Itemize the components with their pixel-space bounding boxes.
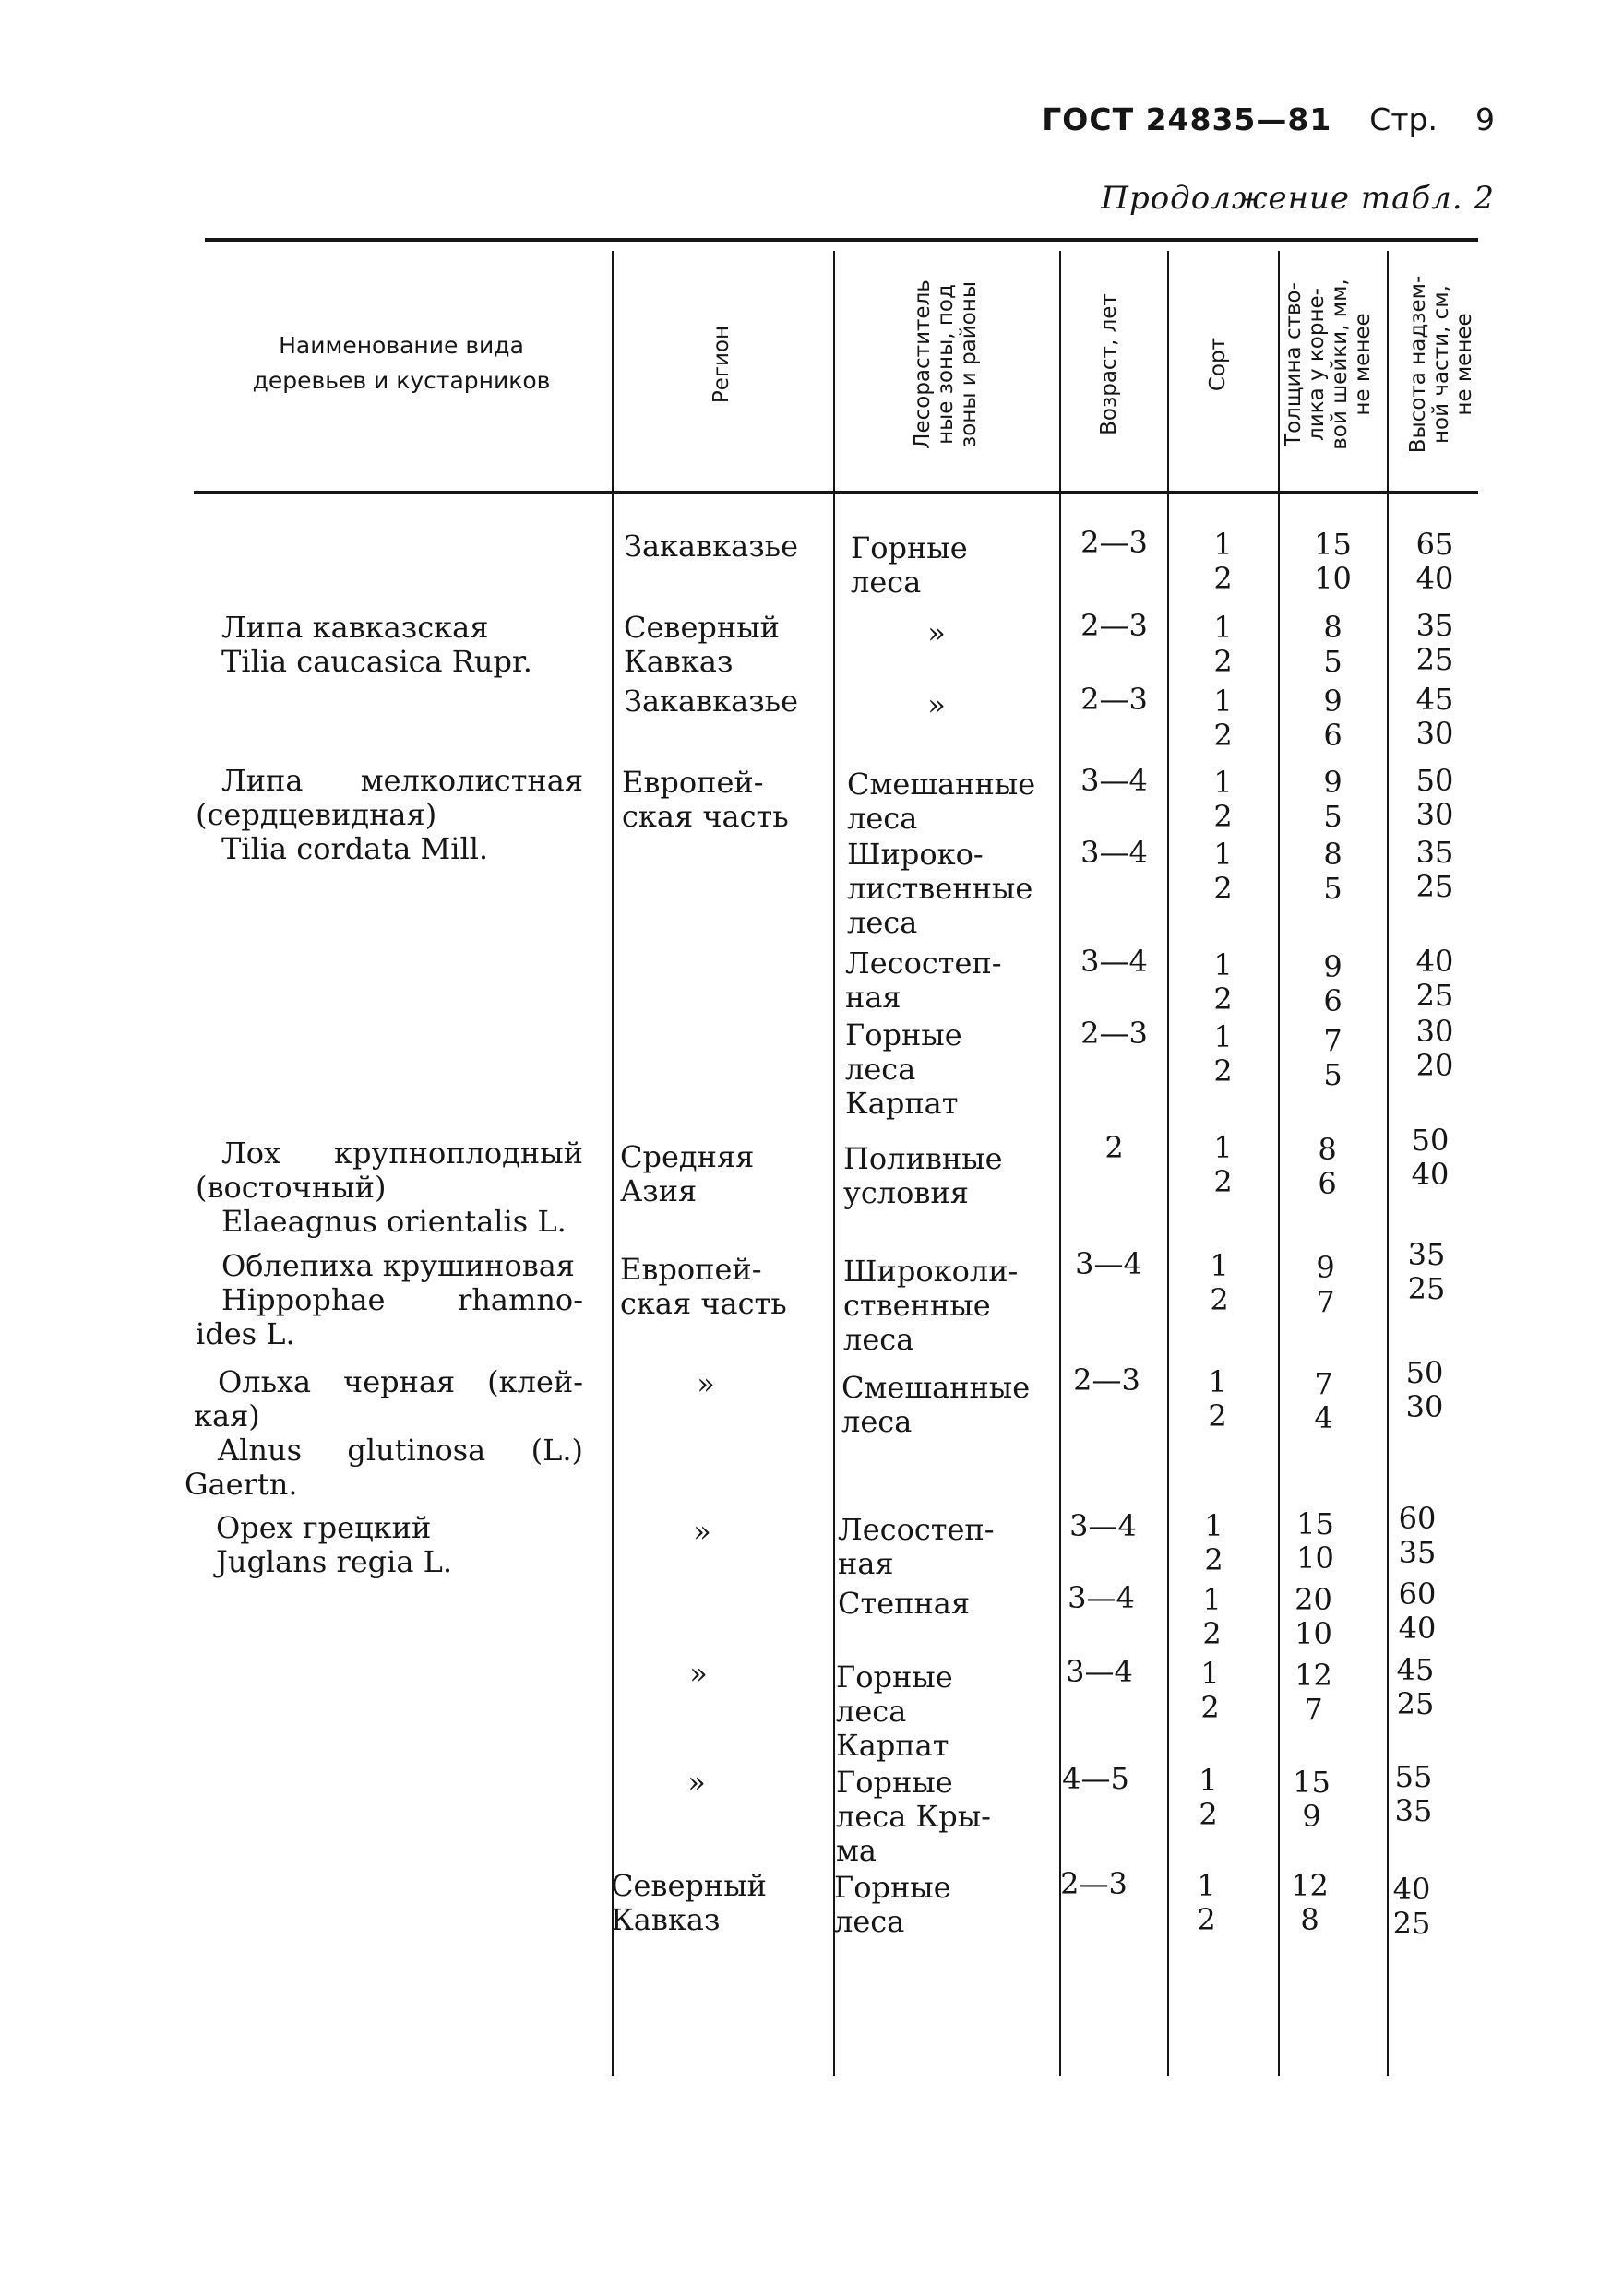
table-cell-thickness: 15 9 [1293, 1765, 1331, 1834]
column-header-thickness: Толщина ство- лика у корне- вой шейки, мм, не менее [1282, 279, 1375, 450]
table-cell-height: 45 30 [1415, 682, 1454, 751]
table-cell-region: Европей- ская часть [622, 765, 789, 834]
table-cell-grade: 1 2 [1204, 1508, 1223, 1577]
table-cell-zone: » [927, 687, 946, 722]
table-cell-zone: Горные леса Карпат [836, 1660, 953, 1763]
table-cell-grade: 1 2 [1208, 1364, 1227, 1434]
table-cell-height: 65 40 [1415, 527, 1454, 596]
table-cell-thickness: 9 5 [1323, 765, 1342, 834]
table-cell-thickness: 7 4 [1314, 1366, 1333, 1435]
table-cell-thickness: 9 7 [1316, 1250, 1335, 1319]
column-separator [612, 251, 614, 2076]
table-cell-grade: 1 2 [1213, 527, 1233, 596]
table-cell-height: 40 25 [1415, 944, 1454, 1013]
table-cell-height: 35 25 [1407, 1237, 1446, 1306]
table-cell-region: » [687, 1765, 706, 1800]
table-cell-thickness: 9 6 [1323, 949, 1342, 1018]
table-cell-height: 40 25 [1392, 1872, 1431, 1941]
species-name: Липа кавказская Tilia caucasica Rupr. [221, 610, 532, 679]
table-cell-age: 3—4 [1066, 1654, 1133, 1689]
table-cell-age: 3—4 [1080, 835, 1148, 870]
page-header [1015, 101, 1495, 137]
table-header-rule [194, 491, 1478, 494]
species-name: Ольха черная (клей- кая) Alnus glutinosa (L.) Gaertn. [185, 1364, 584, 1502]
table-cell-age: 4—5 [1062, 1761, 1129, 1796]
page-label: Стр. [1369, 101, 1438, 137]
table-cell-zone: Горные леса Карпат [845, 1017, 962, 1121]
table-cell-grade: 1 2 [1213, 1130, 1233, 1199]
table-cell-zone: Широколи- ственные леса [843, 1254, 1019, 1357]
species-name: Липа мелколистная (сердцевидная) Tilia cordata Mill. [196, 763, 583, 866]
table-cell-grade: 1 2 [1213, 765, 1233, 834]
table-cell-grade: 1 2 [1197, 1868, 1216, 1937]
table-cell-height: 60 40 [1398, 1576, 1437, 1646]
table-cell-age: 2 [1104, 1130, 1124, 1165]
column-header-name: Наименование вида деревьев и кустарников [252, 332, 551, 394]
table-cell-thickness: 12 8 [1291, 1868, 1329, 1937]
table-cell-grade: 1 2 [1200, 1656, 1220, 1725]
table-cell-height: 50 40 [1411, 1123, 1450, 1192]
table-cell-zone: Горные леса [834, 1870, 951, 1939]
table-cell-height: 45 25 [1396, 1652, 1435, 1721]
table-cell-grade: 1 2 [1199, 1763, 1218, 1832]
table-cell-region: Средняя Азия [620, 1139, 755, 1208]
table-cell-age: 3—4 [1068, 1580, 1135, 1615]
table-cell-region: Закавказье [624, 529, 798, 564]
table-cell-thickness: 8 6 [1318, 1132, 1337, 1201]
table-cell-thickness: 8 5 [1323, 610, 1342, 679]
table-cell-grade: 1 2 [1213, 610, 1233, 679]
table-cell-height: 35 25 [1415, 835, 1454, 904]
table-cell-grade: 1 2 [1213, 684, 1233, 753]
table-cell-zone: » [927, 615, 946, 650]
table-cell-zone: Поливные условия [843, 1141, 1003, 1210]
table-cell-age: 2—3 [1073, 1362, 1140, 1398]
table-cell-age: 3—4 [1075, 1246, 1142, 1281]
table-cell-region: » [693, 1514, 711, 1549]
table-cell-region: » [697, 1366, 715, 1401]
table-cell-thickness: 15 10 [1314, 527, 1352, 596]
table-cell-height: 50 30 [1405, 1355, 1444, 1424]
page-number: 9 [1475, 101, 1495, 137]
species-name: Орех грецкий Juglans regia L. [216, 1510, 453, 1579]
table-cell-zone: Горные леса [851, 530, 968, 600]
standard-number: ГОСТ 24835—81 [1042, 101, 1332, 137]
table-cell-age: 2—3 [1080, 608, 1148, 643]
table-cell-age: 3—4 [1080, 944, 1148, 979]
table-cell-age: 2—3 [1080, 682, 1148, 717]
table-cell-age: 2—3 [1060, 1866, 1128, 1901]
table-cell-grade: 1 2 [1213, 1019, 1233, 1089]
table-cell-height: 50 30 [1415, 763, 1454, 832]
column-header-age: Возраст, лет [1097, 293, 1121, 435]
table-top-rule [205, 238, 1478, 242]
column-header-region: Регион [710, 325, 734, 404]
table-cell-zone: Лесостеп- ная [838, 1512, 995, 1581]
table-cell-grade: 1 2 [1210, 1248, 1229, 1317]
table-cell-height: 30 20 [1415, 1014, 1454, 1083]
column-separator [833, 251, 835, 2076]
table-cell-age: 2—3 [1080, 525, 1148, 560]
table-cell-zone: Горные леса Кры- ма [836, 1765, 991, 1868]
table-cell-region: Северный Кавказ [624, 610, 780, 679]
table-cell-height: 35 25 [1415, 608, 1454, 677]
table-cell-age: 3—4 [1080, 763, 1148, 798]
table-continuation-label: Продолжение табл. 2 [1101, 180, 1495, 217]
table-cell-zone: Степная [838, 1586, 971, 1621]
table-cell-zone: Лесостеп- ная [845, 946, 1002, 1015]
table-cell-height: 60 35 [1398, 1501, 1437, 1570]
table-cell-grade: 1 2 [1202, 1582, 1222, 1651]
table-cell-thickness: 8 5 [1323, 837, 1342, 906]
column-header-height: Высота надзем- ной части, см, не менее [1406, 275, 1476, 454]
table-cell-region: Европей- ская часть [620, 1252, 787, 1321]
species-name: Лох крупноплодный (восточный) Elaeagnus orientalis L. [196, 1136, 583, 1239]
table-cell-age: 2—3 [1080, 1016, 1148, 1051]
table-cell-region: Закавказье [624, 684, 798, 719]
table-cell-grade: 1 2 [1213, 837, 1233, 906]
table-cell-zone: Широко- лиственные леса [847, 837, 1033, 940]
table-cell-height: 55 35 [1394, 1759, 1433, 1828]
table-cell-zone: Смешанные леса [847, 767, 1036, 836]
column-header-zone: Лесораститель ные зоны, под зоны и районы [911, 280, 981, 449]
table-cell-thickness: 7 5 [1323, 1023, 1342, 1092]
table-cell-thickness: 15 10 [1296, 1506, 1334, 1576]
table-cell-thickness: 20 10 [1295, 1582, 1332, 1651]
table-cell-region: Северный Кавказ [611, 1868, 767, 1937]
table-cell-thickness: 9 6 [1323, 684, 1342, 753]
table-cell-age: 3—4 [1069, 1508, 1137, 1543]
table-cell-thickness: 12 7 [1295, 1658, 1332, 1727]
table-cell-grade: 1 2 [1213, 947, 1233, 1017]
species-name: Облепиха крушиновая Hippophae rhamno- ides L. [196, 1248, 583, 1351]
table-cell-zone: Смешанные леса [841, 1370, 1031, 1439]
column-header-grade: Сорт [1206, 337, 1230, 392]
table-cell-region: » [689, 1656, 708, 1691]
